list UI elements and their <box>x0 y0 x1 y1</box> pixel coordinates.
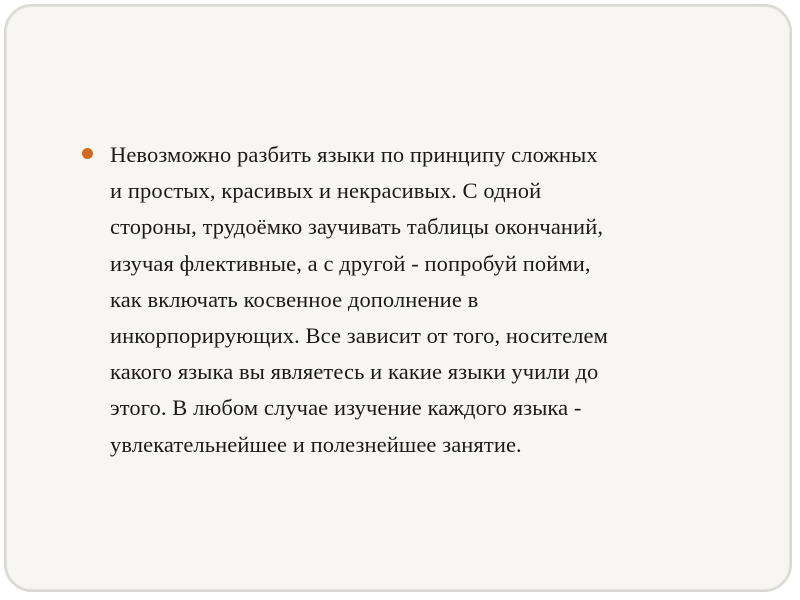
bullet-item <box>82 137 762 463</box>
bullet-text: Невозможно разбить языки по принципу сложных и простых, красивых и некрасивых. С одной стороны, трудоёмко заучивать таблицы окончаний, изучая флективные, а с другой - попробуй пойми, как включать косвенное дополнение в инкорпорирующих. Все зависит от того, носителем какого языка вы являетесь и какие языки учили до этого. В любом случае изучение каждого языка - увлекательнейшее и полезнейшее занятие. <box>110 142 608 457</box>
bullet-circle-icon <box>82 148 93 159</box>
